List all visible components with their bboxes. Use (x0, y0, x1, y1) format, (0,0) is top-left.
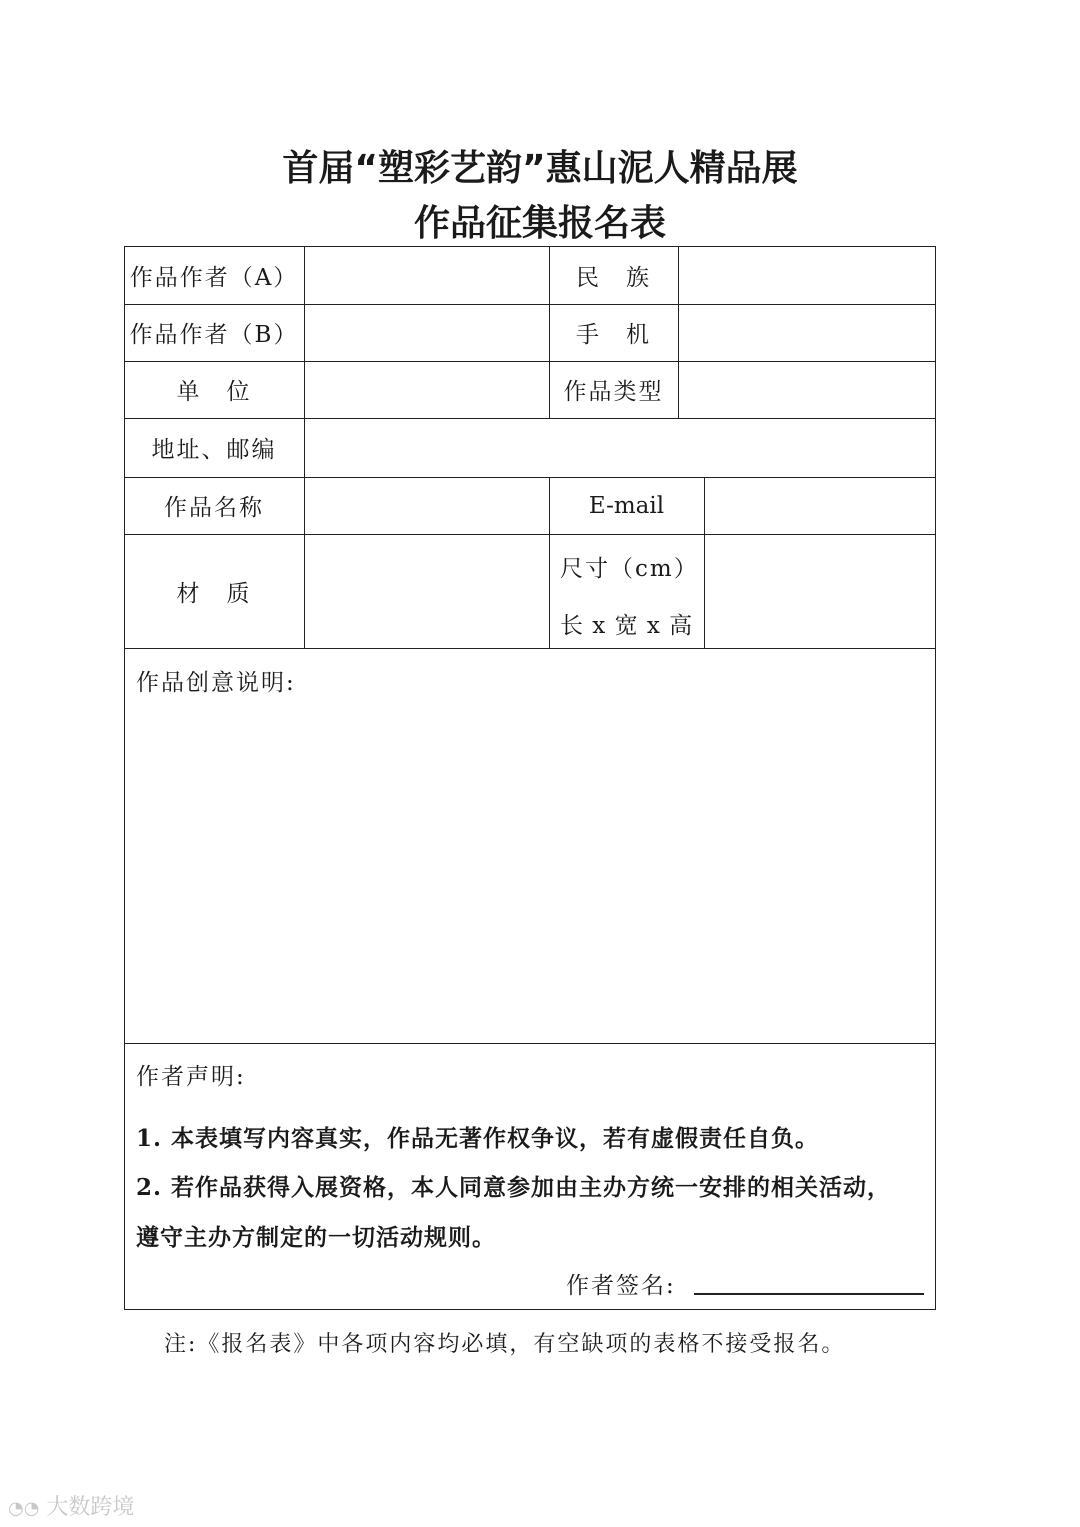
declaration-item-2-continued: 遵守主办方制定的一切活动规则。 (136, 1224, 496, 1251)
signature-label: 作者签名: (566, 1273, 676, 1299)
work-type-field[interactable] (679, 362, 934, 417)
description-textarea[interactable] (126, 700, 934, 1040)
material-label: 材 质 (176, 580, 252, 607)
author-a-label: 作品作者（A） (129, 264, 299, 291)
author-b-label: 作品作者（B） (129, 322, 299, 348)
declaration-item-1: 1. 本表填写内容真实，作品无著作权争议，若有虚假责任自负。 (136, 1125, 820, 1152)
material-field[interactable] (305, 535, 548, 647)
ethnicity-label: 民 族 (576, 264, 651, 291)
form-title-line2: 作品征集报名表 (413, 203, 666, 244)
work-name-field[interactable] (305, 478, 548, 533)
ethnicity-field[interactable] (679, 247, 934, 303)
work-type-label: 作品类型 (563, 379, 664, 405)
organization-label: 单 位 (176, 379, 252, 405)
author-b-field[interactable] (305, 305, 548, 360)
address-field[interactable] (305, 419, 934, 476)
watermark-text: 大数跨境 (46, 1495, 135, 1520)
form-note: 注:《报名表》中各项内容均必填，有空缺项的表格不接受报名。 (164, 1332, 846, 1357)
email-field[interactable] (705, 478, 934, 533)
row-divider (124, 648, 936, 649)
watermark-logo-icon: ◔◔ (8, 1498, 40, 1519)
description-label: 作品创意说明: (136, 670, 296, 696)
declaration-label: 作者声明: (136, 1064, 246, 1090)
address-label: 地址、邮编 (151, 437, 277, 463)
email-label: E-mail (588, 492, 665, 519)
organization-field[interactable] (305, 362, 548, 417)
declaration-item-2: 2. 若作品获得入展资格，本人同意参加由主办方统一安排的相关活动， (136, 1174, 892, 1201)
size-label: 尺寸（cm） (560, 556, 699, 582)
phone-label: 手 机 (576, 322, 651, 348)
watermark (8, 1490, 134, 1521)
phone-field[interactable] (679, 305, 934, 360)
author-a-field[interactable] (305, 247, 548, 303)
size-field[interactable] (705, 535, 934, 647)
work-name-label: 作品名称 (164, 495, 264, 521)
row-divider (124, 1043, 936, 1044)
size-dimensions-label: 长 x 宽 x 高 (560, 613, 694, 639)
signature-line[interactable] (694, 1293, 924, 1295)
form-title-line1: 首届“塑彩艺韵”惠山泥人精品展 (282, 148, 798, 189)
